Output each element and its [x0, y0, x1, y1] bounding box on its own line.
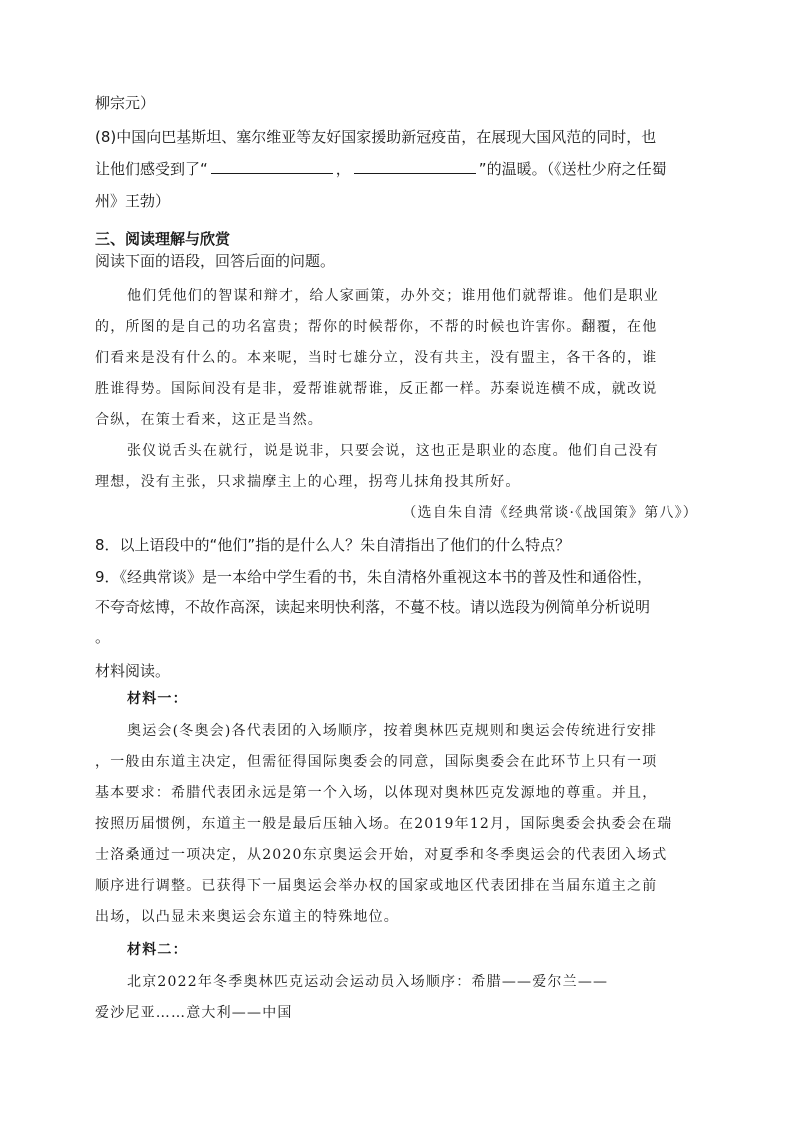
question-9-line: 不夸奇炫博，不故作高深，读起来明快利落，不蔓不枝。请以选段为例简单分析说明 — [95, 598, 651, 616]
question-9-line: 。 — [95, 628, 111, 646]
author-tail: 柳宗元） — [95, 94, 156, 112]
passage-line: 张仪说舌头在就行，说是说非，只要会说，这也正是职业的态度。他们自己没有 — [127, 443, 659, 459]
passage-line: 合纵，在策士看来，这正是当然。 — [95, 412, 323, 428]
q8-text-before: 让他们感受到了“ — [95, 160, 208, 178]
material-1-title: 材料一： — [127, 691, 188, 707]
passage-line: 的，所图的是自己的功名富贵；帮你的时候帮你，不帮的时候也许害你。翻覆，在他 — [95, 319, 658, 335]
material-1-line: 出场，以凸显未来奥运会东道主的特殊地位。 — [95, 909, 399, 925]
q8-separator: ， — [335, 160, 351, 178]
material-2-title: 材料二： — [127, 942, 188, 958]
materials-intro: 材料阅读。 — [95, 662, 171, 680]
material-2-line: 北京2022年冬季奥林匹克运动会运动员入场顺序：希腊——爱尔兰—— — [127, 974, 609, 990]
question-9-line: 9．《经典常谈》是一本给中学生看的书，朱自清格外重视这本书的普及性和通俗性， — [95, 568, 653, 586]
material-1-line: 士洛桑通过一项决定，从2020东京奥运会开始，对夏季和冬季奥运会的代表团入场式 — [95, 847, 668, 863]
q8-fill-line-1: (8)中国向巴基斯坦、塞尔维亚等友好国家援助新冠疫苗，在展现大国风范的同时，也 — [95, 128, 657, 146]
material-1-line: 顺序进行调整。已获得下一届奥运会举办权的国家或地区代表团排在当届东道主之前 — [95, 878, 658, 894]
passage-line: 胜谁得势。国际间没有是非，爱帮谁就帮谁，反正都一样。苏秦说连横不成，就改说 — [95, 381, 658, 397]
section-instruction: 阅读下面的语段，回答后面的问题。 — [95, 252, 336, 270]
answer-blank-2[interactable] — [354, 159, 476, 174]
material-1-line: 基本要求：希腊代表团永远是第一个入场，以体现对奥林匹克发源地的尊重。并且， — [95, 785, 658, 801]
q8-fill-line-2 — [95, 158, 667, 180]
passage-line: 们看来是没有什么的。本来呢，当时七雄分立，没有共主，没有盟主，各干各的，谁 — [95, 350, 658, 366]
material-1-line: 按照历届惯例，东道主一般是最后压轴入场。在2019年12月，国际奥委会执委会在瑞 — [95, 816, 673, 832]
answer-blank-1[interactable] — [211, 159, 333, 174]
material-1-line: ，一般由东道主决定，但需征得国际奥委会的同意，国际奥委会在此环节上只有一项 — [95, 754, 658, 770]
material-1-line: 奥运会(冬奥会)各代表团的入场顺序，按着奥林匹克规则和奥运会传统进行安排 — [127, 723, 658, 739]
q8-fill-line-3: 州》王勃） — [95, 192, 171, 210]
question-8: 8．以上语段中的“他们”指的是什么人？朱自清指出了他们的什么特点？ — [95, 536, 571, 554]
passage-line: 他们凭他们的智谋和辩才，给人家画策，办外交；谁用他们就帮谁。他们是职业 — [127, 288, 659, 304]
section-heading: 三、阅读理解与欣赏 — [95, 230, 231, 248]
material-2-line: 爱沙尼亚……意大利——中国 — [95, 1005, 293, 1021]
passage-source: （选自朱自清《经典常谈·《战国策》第八》） — [402, 505, 698, 521]
q8-text-after: ”的温暖。（《送杜少府之任蜀 — [478, 160, 667, 178]
passage-line: 理想，没有主张，只求揣摩主上的心理，拐弯儿抹角投其所好。 — [95, 474, 521, 490]
